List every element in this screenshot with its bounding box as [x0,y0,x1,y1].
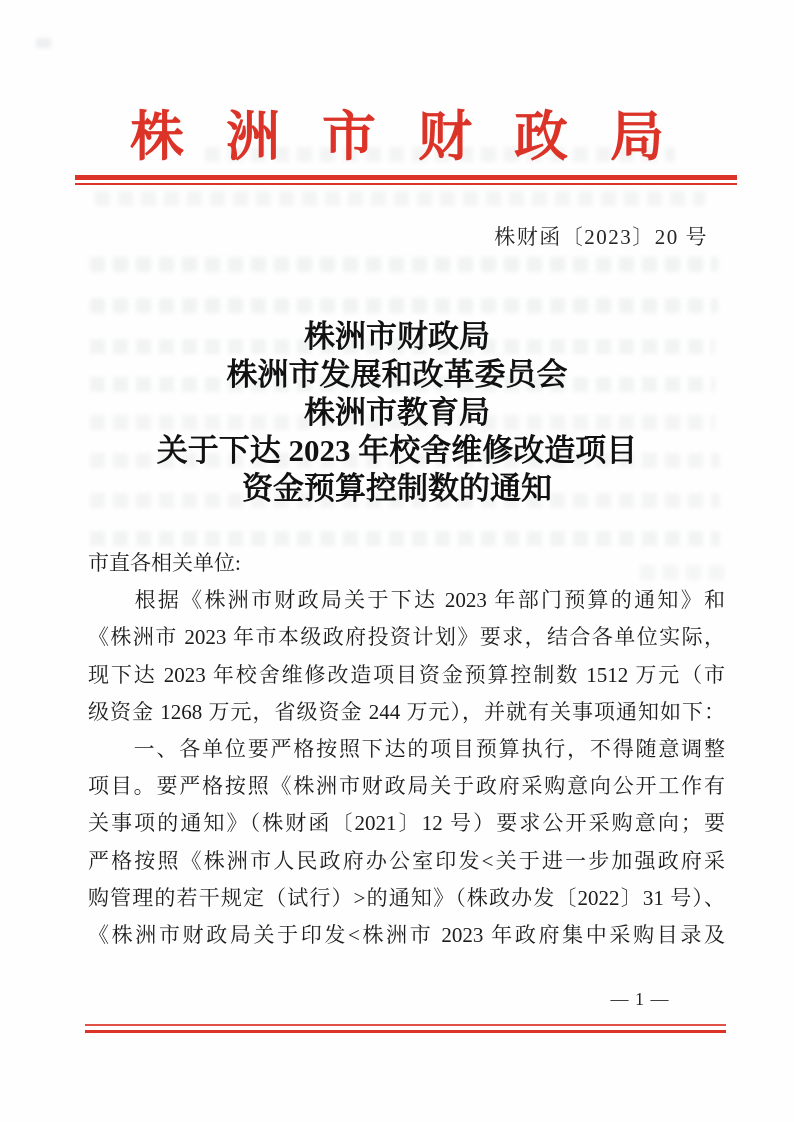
show-through-artifact [90,531,720,546]
title-line-subject-1: 关于下达 2023 年校舍维修改造项目 [156,433,638,468]
bottom-rule-thick-line [85,1030,726,1034]
title-line-issuer-2: 株洲市发展和改革委员会 [226,357,568,392]
page-number: — 1 — [610,989,670,1009]
document-body [88,545,725,954]
show-through-artifact [90,298,718,313]
bottom-rule-thin-line [85,1024,726,1026]
show-through-artifact [90,257,718,272]
body-line: 一、各单位要严格按照下达的项目预算执行，不得随意调整 [88,736,725,761]
body-line: 购管理的若干规定（试行）>的通知》（株政办发〔2022〕31 号）、 [88,885,725,910]
body-line: 《株洲市财政局关于印发<株洲市 2023 年政府集中采购目录及 [88,922,725,947]
title-line-subject-2: 资金预算控制数的通知 [242,471,552,506]
document-number: 株财函〔2023〕20 号 [494,225,708,249]
bottom-red-rule [85,1024,726,1033]
title-line-issuer-3: 株洲市教育局 [304,395,490,430]
title-line-issuer-1: 株洲市财政局 [304,319,490,354]
letterhead-agency-name: 株洲市财政局 [130,107,706,167]
body-line: 级资金 1268 万元，省级资金 244 万元），并就有关事项通知如下： [88,699,725,724]
document-title [0,318,794,508]
body-line: 严格按照《株洲市人民政府办公室印发<关于进一步加强政府采 [88,848,725,873]
body-line: 关事项的通知》（株财函〔2021〕12 号）要求公开采购意向；要 [88,811,725,836]
body-line: 现下达 2023 年校舍维修改造项目资金预算控制数 1512 万元（市 [88,662,725,687]
show-through-artifact [95,191,705,206]
body-line: 项目。要严格按照《株洲市财政局关于政府采购意向公开工作有 [88,774,725,799]
separator-thin-line [75,183,737,185]
letterhead-separator-rule [75,175,737,185]
body-line: 《株洲市 2023 年市本级政府投资计划》要求，结合各单位实际， [88,625,725,650]
salutation: 市直各相关单位: [88,551,241,575]
scan-smudge [36,38,56,48]
body-line: 根据《株洲市财政局关于下达 2023 年部门预算的通知》和 [88,588,725,613]
